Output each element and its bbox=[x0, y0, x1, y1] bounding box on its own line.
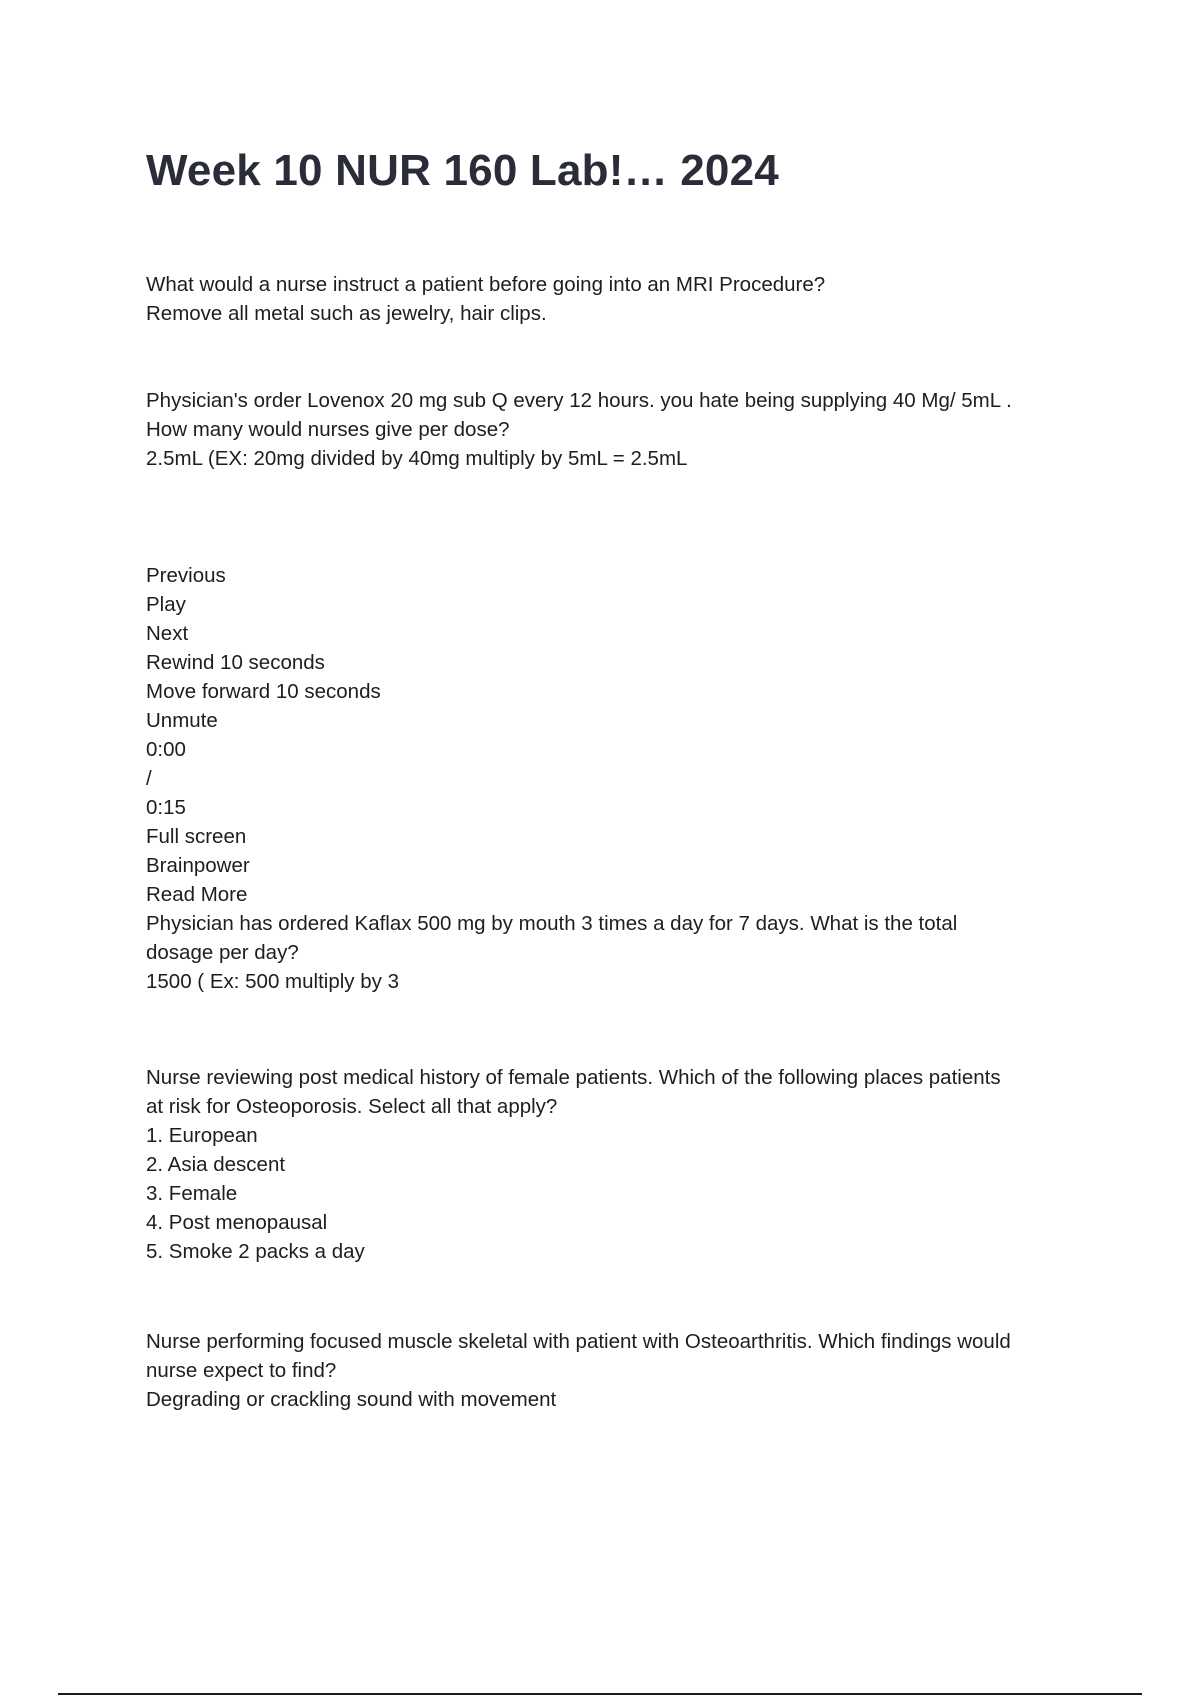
osteoporosis-option: 5. Smoke 2 packs a day bbox=[146, 1240, 365, 1263]
osteoporosis-option: 4. Post menopausal bbox=[146, 1211, 328, 1234]
lovenox-answer: 2.5mL (EX: 20mg divided by 40mg multiply by 5mL = 2.5mL bbox=[146, 447, 688, 470]
kaflax-question-line-2: dosage per day? bbox=[146, 941, 299, 964]
osteoporosis-option: 2. Asia descent bbox=[146, 1153, 286, 1176]
kaflax-answer: 1500 ( Ex: 500 multiply by 3 bbox=[146, 970, 399, 993]
osteoporosis-option: 1. European bbox=[146, 1124, 258, 1147]
duration: 0:15 bbox=[146, 796, 186, 819]
brainpower-label: Brainpower bbox=[146, 854, 250, 877]
video-player-text bbox=[146, 561, 1106, 996]
mri-question: What would a nurse instruct a patient before going into an MRI Procedure? bbox=[146, 273, 826, 296]
lovenox-section bbox=[146, 386, 1106, 473]
forward-button[interactable]: Move forward 10 seconds bbox=[146, 680, 381, 703]
osteoporosis-section bbox=[146, 1063, 1106, 1266]
current-time: 0:00 bbox=[146, 738, 186, 761]
play-button[interactable]: Play bbox=[146, 593, 186, 616]
time-separator: / bbox=[146, 767, 152, 790]
mri-section bbox=[146, 270, 1106, 328]
unmute-button[interactable]: Unmute bbox=[146, 709, 218, 732]
mri-answer: Remove all metal such as jewelry, hair clips. bbox=[146, 302, 547, 325]
read-more-link[interactable]: Read More bbox=[146, 883, 248, 906]
document-title: Week 10 NUR 160 Lab!… 2024 bbox=[146, 146, 779, 195]
osteoarthritis-question-line-1: Nurse performing focused muscle skeletal with patient with Osteoarthritis. Which findings would bbox=[146, 1330, 1011, 1353]
lovenox-question-line-2: How many would nurses give per dose? bbox=[146, 418, 510, 441]
osteoporosis-question-line-1: Nurse reviewing post medical history of female patients. Which of the following places patients bbox=[146, 1066, 1001, 1089]
fullscreen-button[interactable]: Full screen bbox=[146, 825, 247, 848]
footer-rule bbox=[58, 1693, 1142, 1695]
osteoporosis-option: 3. Female bbox=[146, 1182, 238, 1205]
next-button[interactable]: Next bbox=[146, 622, 189, 645]
osteoarthritis-section bbox=[146, 1327, 1106, 1414]
kaflax-question-line-1: Physician has ordered Kaflax 500 mg by mouth 3 times a day for 7 days. What is the total bbox=[146, 912, 958, 935]
osteoarthritis-answer: Degrading or crackling sound with movement bbox=[146, 1388, 557, 1411]
rewind-button[interactable]: Rewind 10 seconds bbox=[146, 651, 325, 674]
previous-button[interactable]: Previous bbox=[146, 564, 226, 587]
osteoporosis-question-line-2: at risk for Osteoporosis. Select all that apply? bbox=[146, 1095, 558, 1118]
osteoarthritis-question-line-2: nurse expect to find? bbox=[146, 1359, 337, 1382]
lovenox-question-line-1: Physician's order Lovenox 20 mg sub Q every 12 hours. you hate being supplying 40 Mg/ 5mL . bbox=[146, 389, 1012, 412]
